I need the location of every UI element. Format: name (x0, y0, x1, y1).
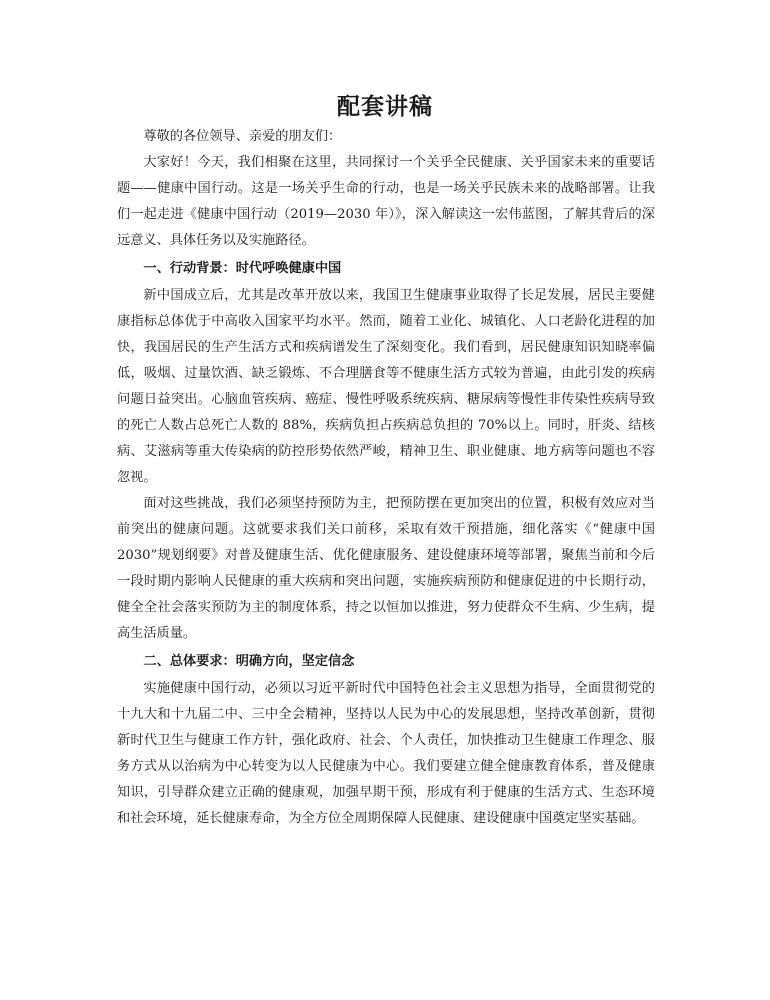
section-1-heading: 一、行动背景：时代呼唤健康中国 (143, 261, 342, 276)
section-1-paragraph-2: 面对这些挑战，我们必须坚持预防为主，把预防摆在更加突出的位置，积极有效应对当前突出的健康问题。这就要求我们关口前移，采取有效干预措施，细化落实《“健康中国 2030”规划纲要》对普及健康生活、优化健康服务、建设健康环境等部署，聚焦当前和今后一段时期内影响人民健康的重大疾病和突出问题，实施疾病预防和健康促进的中长期行动，健全全社会落实预防为主的制度体系，持之以恒加以推进，努力使群众不生病、少生病，提高生活质量。 (117, 496, 655, 641)
section-2-heading: 二、总体要求：明确方向，坚定信念 (143, 654, 355, 669)
document-body (117, 124, 655, 832)
greeting-paragraph: 尊敬的各位领导、亲爱的朋友们： (143, 129, 342, 144)
intro-paragraph: 大家好！今天，我们相聚在这里，共同探讨一个关乎全民健康、关乎国家未来的重要话题——健康中国行动。这是一场关乎生命的行动，也是一场关乎民族未来的战略部署。让我们一起走进《健康中国行动（2019—2030 年）》，深入解读这一宏伟蓝图，了解其背后的深远意义、具体任务以及实施路径。 (117, 155, 655, 248)
document-title: 配套讲稿 (337, 93, 433, 120)
section-2-paragraph-1: 实施健康中国行动，必须以习近平新时代中国特色社会主义思想为指导，全面贯彻党的十九大和十九届二中、三中全会精神，坚持以人民为中心的发展思想，坚持改革创新，贯彻新时代卫生与健康工作方针，强化政府、社会、个人责任，加快推动卫生健康工作理念、服务方式从以治病为中心转变为以人民健康为中心。我们要建立健全健康教育体系，普及健康知识，引导群众建立正确的健康观，加强早期干预，形成有利于健康的生活方式、生态环境和社会环境，延长健康寿命，为全方位全周期保障人民健康、建设健康中国奠定坚实基础。 (117, 681, 655, 826)
section-1-paragraph-1: 新中国成立后，尤其是改革开放以来，我国卫生健康事业取得了长足发展，居民主要健康指标总体优于中高收入国家平均水平。然而，随着工业化、城镇化、人口老龄化进程的加快，我国居民的生产生活方式和疾病谱发生了深刻变化。我们看到，居民健康知识知晓率偏低，吸烟、过量饮酒、缺乏锻炼、不合理膳食等不健康生活方式较为普遍，由此引发的疾病问题日益突出。心脑血管疾病、癌症、慢性呼吸系统疾病、糖尿病等慢性非传染性疾病导致的死亡人数占总死亡人数的 88%，疾病负担占疾病总负担的 70%以上。同时，肝炎、结核病、艾滋病等重大传染病的防控形势依然严峻，精神卫生、职业健康、地方病等问题也不容忽视。 (117, 288, 655, 485)
